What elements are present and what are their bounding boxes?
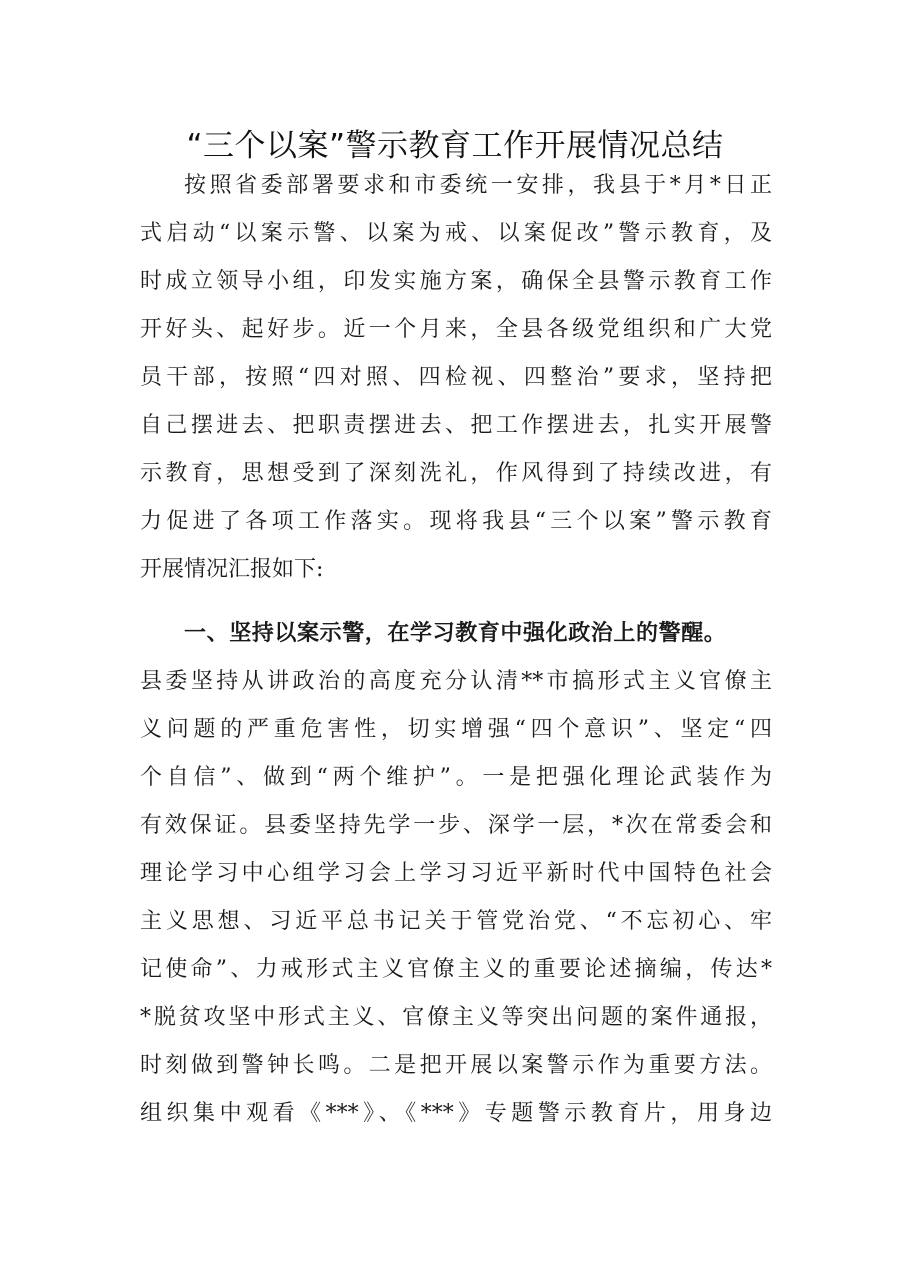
text-line: *脱贫攻坚中形式主义、官僚主义等突出问题的案件通报， <box>140 1005 772 1030</box>
text-line: 组织集中观看《***》、《***》专题警示教育片，用身边 <box>140 1101 772 1126</box>
text-line: 县委坚持从讲政治的高度充分认清**市搞形式主义官僚主 <box>140 669 772 694</box>
text-line: 主义思想、习近平总书记关于管党治党、“不忘初心、牢 <box>140 909 772 934</box>
text-line: 个自信”、做到“两个维护”。一是把强化理论武装作为 <box>140 765 772 790</box>
section-1 <box>140 610 772 1138</box>
text-line: 按照省委部署要求和市委统一安排，我县于*月*日正 <box>184 173 772 198</box>
text-line: 时刻做到警钟长鸣。二是把开展以案警示作为重要方法。 <box>140 1053 772 1078</box>
text-line: 义问题的严重危害性，切实增强“四个意识”、坚定“四 <box>140 717 772 742</box>
text-line: 记使命”、力戒形式主义官僚主义的重要论述摘编，传达* <box>140 957 772 982</box>
text-line: 自己摆进去、把职责摆进去、把工作摆进去，扎实开展警 <box>140 413 772 438</box>
text-line: 时成立领导小组，印发实施方案，确保全县警示教育工作 <box>140 269 772 294</box>
text-line: 员干部，按照“四对照、四检视、四整治”要求，坚持把 <box>140 365 772 390</box>
text-line: 力促进了各项工作落实。现将我县“三个以案”警示教育 <box>140 509 772 534</box>
text-line: 示教育，思想受到了深刻洗礼，作风得到了持续改进，有 <box>140 461 772 486</box>
document-title: “三个以案”警示教育工作开展情况总结 <box>186 128 724 164</box>
text-line: 有效保证。县委坚持先学一步、深学一层，*次在常委会和 <box>140 813 772 838</box>
section-heading: 一、坚持以案示警，在学习教育中强化政治上的警醒。 <box>184 621 727 646</box>
text-line: 开展情况汇报如下: <box>140 557 324 582</box>
paragraph-intro <box>140 162 772 594</box>
text-line: 开好头、起好步。近一个月来，全县各级党组织和广大党 <box>140 317 772 342</box>
text-line: 理论学习中心组学习会上学习习近平新时代中国特色社会 <box>140 861 772 886</box>
text-line: 式启动“以案示警、以案为戒、以案促改”警示教育，及 <box>140 221 772 246</box>
